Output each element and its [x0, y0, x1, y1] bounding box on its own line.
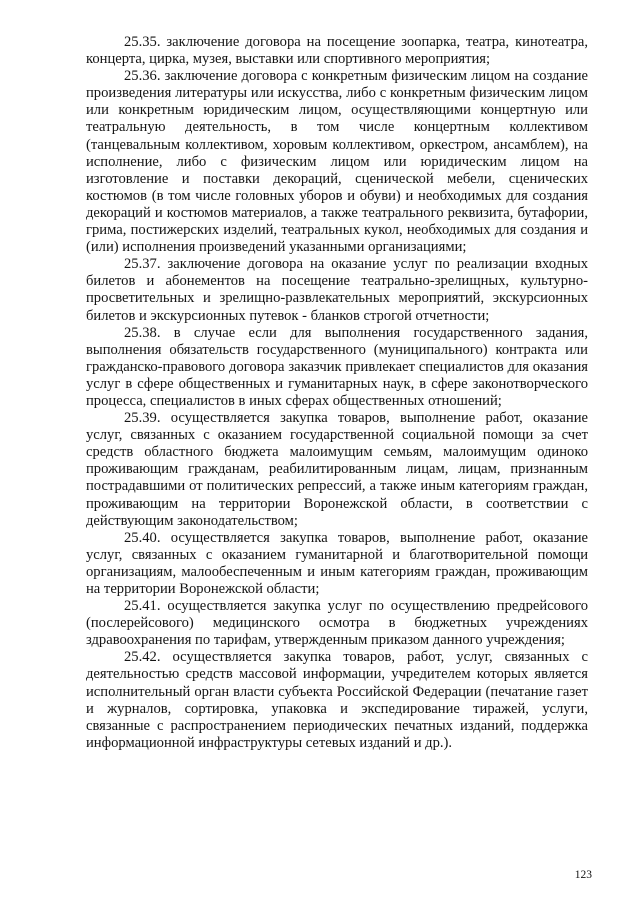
clause-25-35: 25.35. заключение договора на посещение зоопарка, театра, кинотеатра, концерта, цирка, музея, выставки или спортивного мероприятия;: [86, 34, 588, 68]
clause-25-39: 25.39. осуществляется закупка товаров, выполнение работ, оказание услуг, связанных с оказанием государственной социальной помощи за счет средств областного бюджета малоимущим семьям, малоимущим одиноко проживающим гражданам, реабилитированным лицам, лицам, признанным пострадавшими от политических репрессий, а также иным категориям граждан, проживающим на территории Воронежской области, в соответствии с действующим законодательством;: [86, 410, 588, 529]
clause-25-36: 25.36. заключение договора с конкретным физическим лицом на создание произведения литературы или искусства, либо с конкретным физическим лицом или конкретным юридическим лицом, осуществляющими концертную или театральную деятельность, в том числе концертным коллективом (танцевальным коллективом, хоровым коллективом, оркестром, ансамблем), на исполнение, либо с физическим лицом или юридическим лицом на изготовление и поставки декораций, сценической мебели, сценических костюмов (в том числе головных уборов и обуви) и необходимых для создания декораций и костюмов материалов, а также театрального реквизита, бутафории, грима, постижерских изделий, театральных кукол, необходимых для создания и (или) исполнения произведений указанными организациями;: [86, 68, 588, 256]
clause-25-40: 25.40. осуществляется закупка товаров, выполнение работ, оказание услуг, связанных с оказанием гуманитарной и благотворительной помощи организациям, малообеспеченным и иным категориям граждан, проживающим на территории Воронежской области;: [86, 529, 588, 597]
clause-25-41: 25.41. осуществляется закупка услуг по осуществлению предрейсового (послерейсового) медицинского осмотра в бюджетных учреждениях здравоохранения по тарифам, утвержденным приказом данного учреждения;: [86, 598, 588, 649]
clause-25-38: 25.38. в случае если для выполнения государственного задания, выполнения обязательств государственного (муниципального) контракта или гражданско-правового договора заказчик привлекает специалистов для оказания услуг в сфере общественных и гуманитарных наук, в сфере законотворческого процесса, специалистов в иных сферах общественных отношений;: [86, 324, 588, 409]
document-body: [86, 34, 588, 752]
clause-25-42: 25.42. осуществляется закупка товаров, работ, услуг, связанных с деятельностью средств массовой информации, учредителем которых является исполнительный орган власти субъекта Российской Федерации (печатание газет и журналов, сортировка, упаковка и экспедирование тиражей, услуги, связанные с распространением периодических печатных изданий, поддержка информационной инфраструктуры сетевых изданий и др.).: [86, 649, 588, 751]
clause-25-37: 25.37. заключение договора на оказание услуг по реализации входных билетов и абонементов на посещение театрально-зрелищных, культурно-просветительных и зрелищно-развлекательных мероприятий, экскурсионных билетов и экскурсионных путевок - бланков строгой отчетности;: [86, 256, 588, 324]
page-number: 123: [574, 869, 592, 881]
